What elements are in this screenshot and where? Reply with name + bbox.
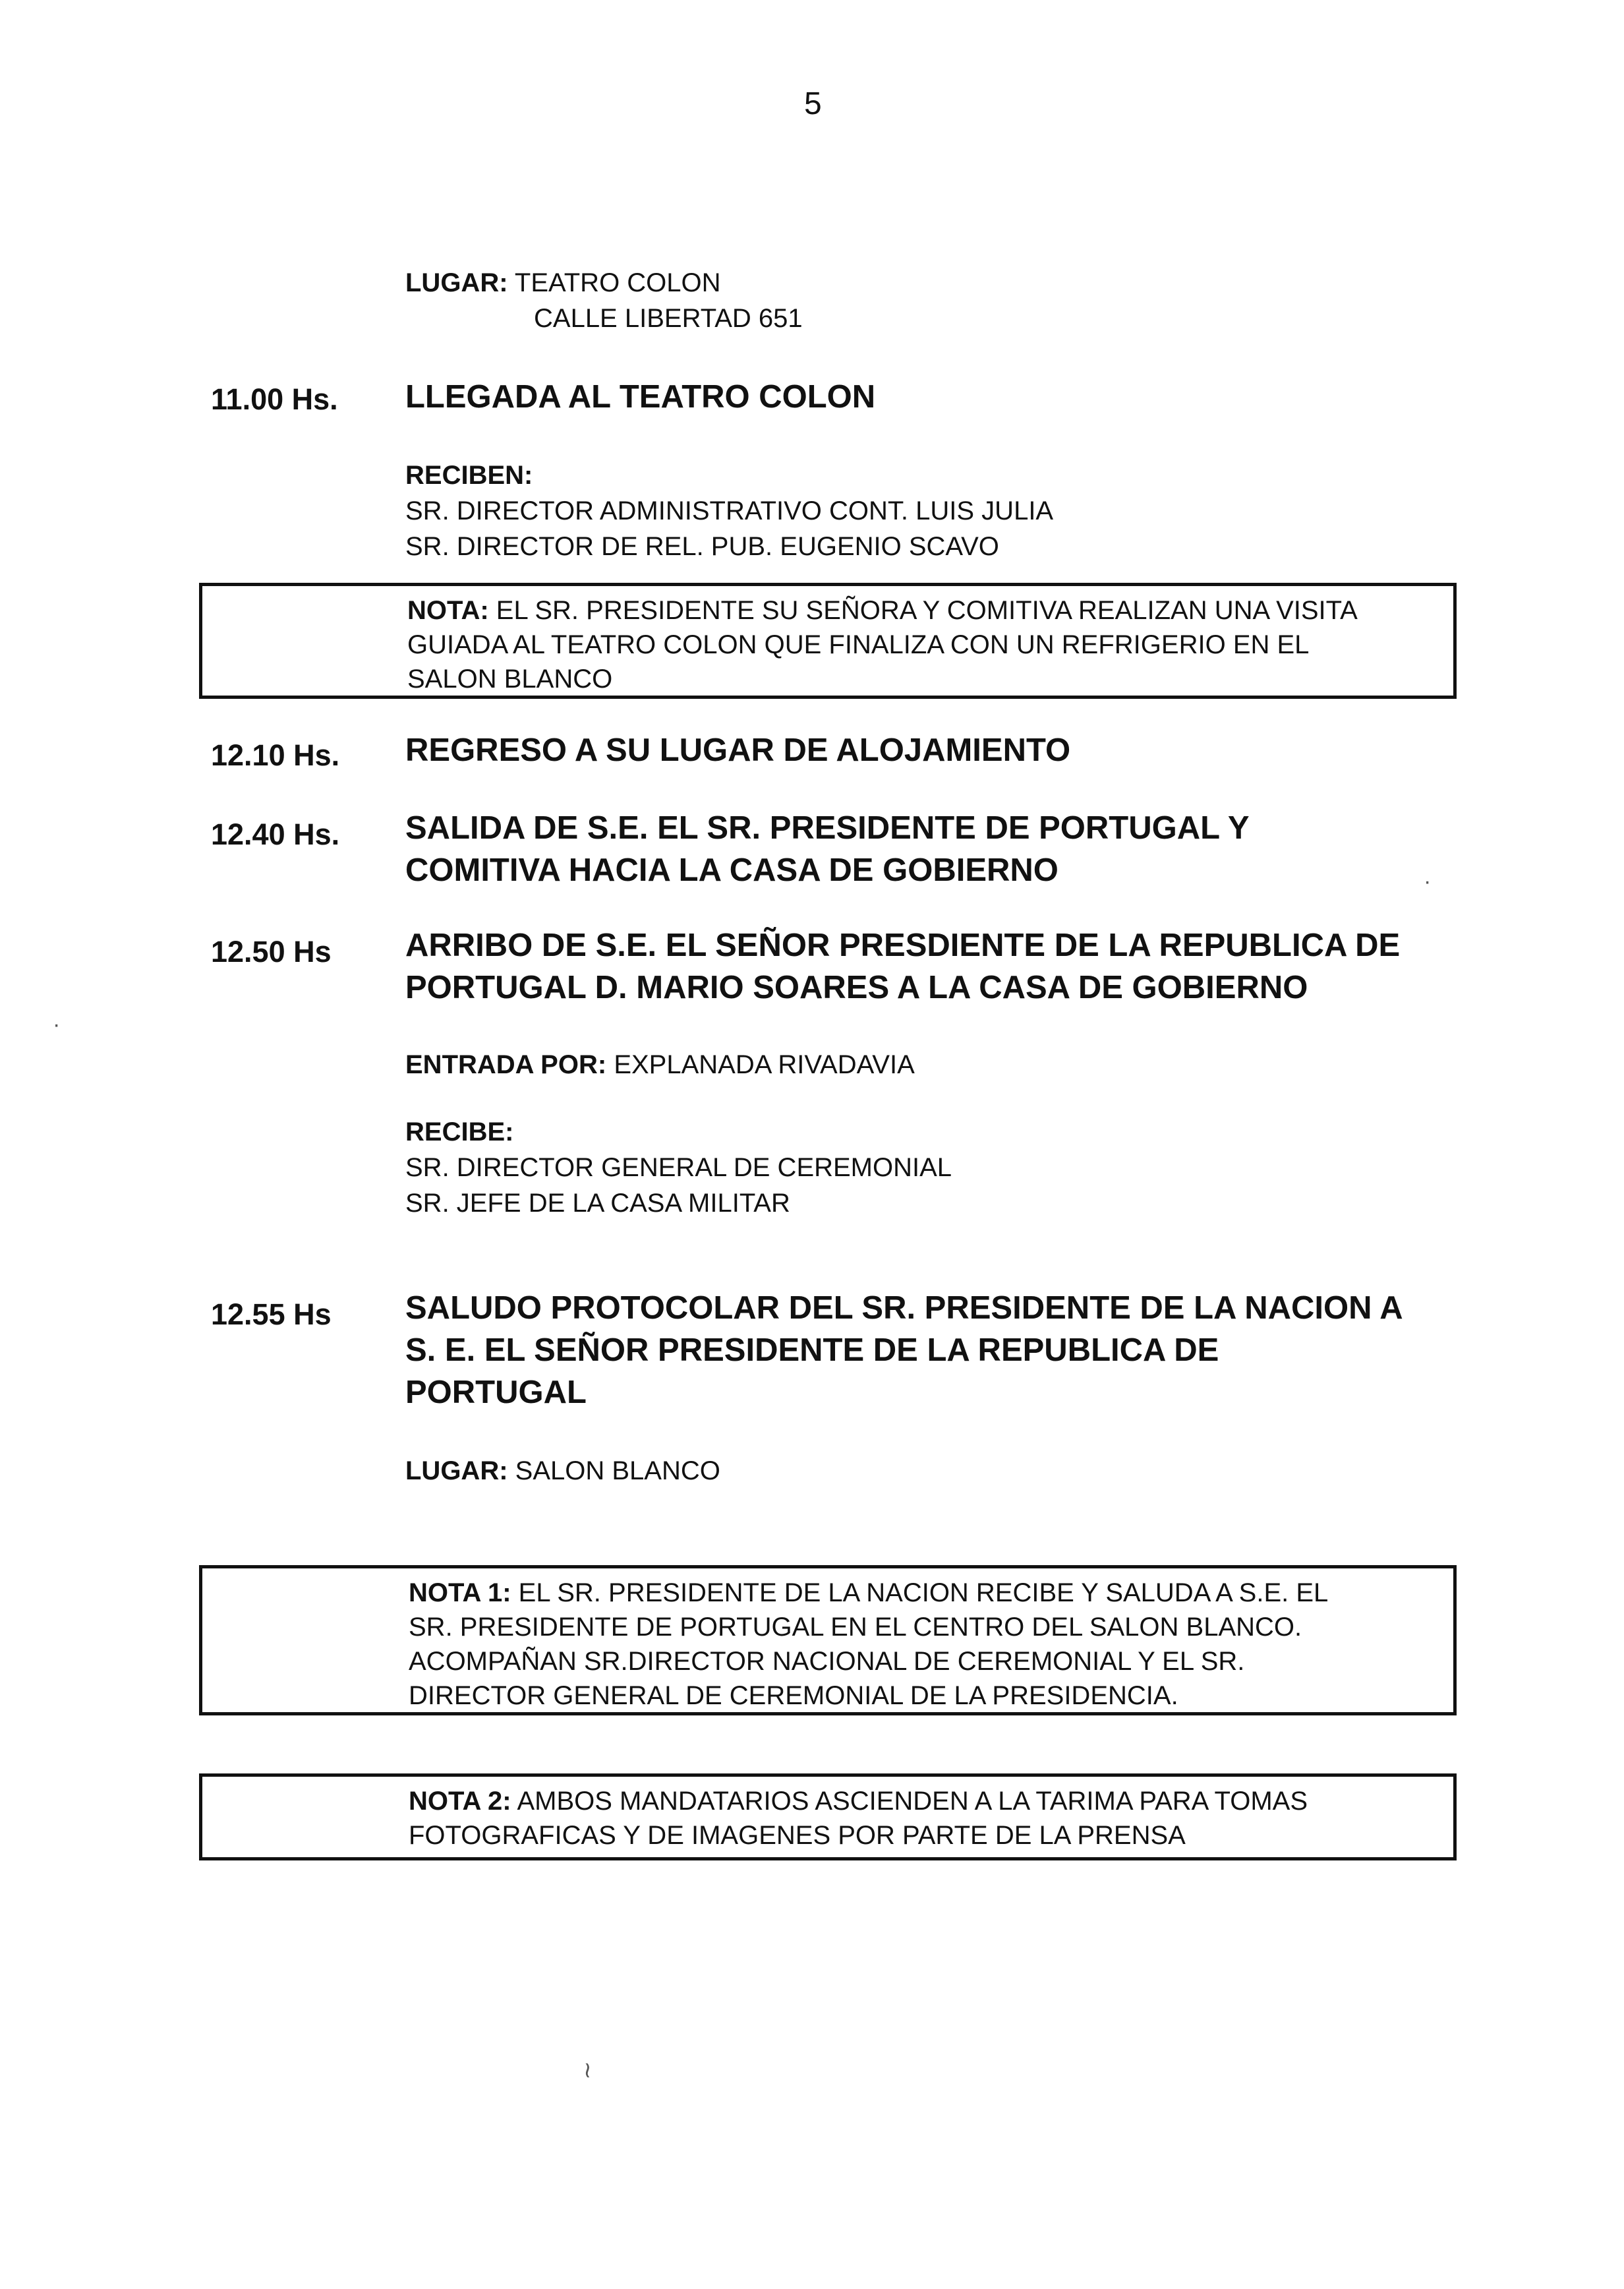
entrance-line xyxy=(405,1047,915,1083)
note-text-visita xyxy=(407,593,1358,696)
receivers-label: RECIBE: xyxy=(405,1117,514,1146)
event-title-line: S. E. EL SEÑOR PRESIDENTE DE LA REPUBLICA DE xyxy=(405,1332,1219,1368)
note-line: ACOMPAÑAN SR.DIRECTOR NACIONAL DE CEREMONIAL Y EL SR. xyxy=(409,1647,1245,1676)
note-line: AMBOS MANDATARIOS ASCIENDEN A LA TARIMA PARA TOMAS xyxy=(517,1787,1308,1816)
location-teatro-line1 xyxy=(405,265,721,301)
entrance-value: EXPLANADA RIVADAVIA xyxy=(614,1050,915,1079)
event-title-line: LLEGADA AL TEATRO COLON xyxy=(405,379,876,415)
entrance-label: ENTRADA POR: xyxy=(405,1050,607,1079)
note-text-1 xyxy=(409,1576,1328,1713)
receiver-item: SR. DIRECTOR DE REL. PUB. EUGENIO SCAVO xyxy=(405,532,999,561)
event-title-line: ARRIBO DE S.E. EL SEÑOR PRESDIENTE DE LA REPUBLICA DE xyxy=(405,928,1401,963)
scan-speck: ≀ xyxy=(583,2058,592,2083)
scan-speck: · xyxy=(1424,869,1432,894)
event-title-1255 xyxy=(405,1287,1403,1413)
time-1250: 12.50 Hs xyxy=(211,935,332,968)
note-label: NOTA 1: xyxy=(409,1578,511,1607)
receivers-label: RECIBEN: xyxy=(405,461,533,490)
note-line: SR. PRESIDENTE DE PORTUGAL EN EL CENTRO DEL SALON BLANCO. xyxy=(409,1613,1302,1642)
note-line: EL SR. PRESIDENTE SU SEÑORA Y COMITIVA REALIZAN UNA VISITA xyxy=(496,596,1358,625)
event-title-1240 xyxy=(405,807,1250,891)
time-1240: 12.40 Hs. xyxy=(211,818,340,851)
note-line: SALON BLANCO xyxy=(407,665,613,694)
receivers-block-1100 xyxy=(405,458,1053,564)
location-salon-value: SALON BLANCO xyxy=(515,1456,720,1485)
time-1210: 12.10 Hs. xyxy=(211,738,340,772)
receiver-item: SR. DIRECTOR ADMINISTRATIVO CONT. LUIS JULIA xyxy=(405,496,1054,525)
event-title-1250 xyxy=(405,924,1400,1009)
location-teatro-value: TEATRO COLON xyxy=(514,268,721,297)
event-title-1210 xyxy=(405,729,1070,771)
note-text-2 xyxy=(409,1784,1308,1853)
event-title-1100 xyxy=(405,376,875,418)
event-title-line: REGRESO A SU LUGAR DE ALOJAMIENTO xyxy=(405,732,1071,768)
receiver-item: SR. JEFE DE LA CASA MILITAR xyxy=(405,1189,790,1218)
location-teatro-label: LUGAR: xyxy=(405,268,508,297)
event-title-line: SALUDO PROTOCOLAR DEL SR. PRESIDENTE DE LA NACION A xyxy=(405,1290,1403,1326)
receiver-item: SR. DIRECTOR GENERAL DE CEREMONIAL xyxy=(405,1153,952,1182)
location-salon-label: LUGAR: xyxy=(405,1456,508,1485)
note-label: NOTA 2: xyxy=(409,1787,511,1816)
location-salon-line xyxy=(405,1453,720,1489)
scan-speck: · xyxy=(53,1012,61,1037)
time-1255: 12.55 Hs xyxy=(211,1297,332,1331)
receivers-block-1250 xyxy=(405,1114,952,1221)
event-title-line: PORTUGAL xyxy=(405,1375,587,1410)
location-teatro-line2: CALLE LIBERTAD 651 xyxy=(534,304,803,333)
time-1100: 11.00 Hs. xyxy=(211,382,338,416)
note-line: FOTOGRAFICAS Y DE IMAGENES POR PARTE DE LA PRENSA xyxy=(409,1821,1186,1850)
note-line: EL SR. PRESIDENTE DE LA NACION RECIBE Y SALUDA A S.E. EL xyxy=(518,1578,1329,1607)
event-title-line: COMITIVA HACIA LA CASA DE GOBIERNO xyxy=(405,852,1058,888)
note-line: DIRECTOR GENERAL DE CEREMONIAL DE LA PRESIDENCIA. xyxy=(409,1681,1178,1710)
page-number: 5 xyxy=(804,86,822,121)
event-title-line: SALIDA DE S.E. EL SR. PRESIDENTE DE PORTUGAL Y xyxy=(405,810,1250,846)
note-label: NOTA: xyxy=(407,596,489,625)
note-line: GUIADA AL TEATRO COLON QUE FINALIZA CON UN REFRIGERIO EN EL xyxy=(407,630,1310,659)
event-title-line: PORTUGAL D. MARIO SOARES A LA CASA DE GOBIERNO xyxy=(405,970,1308,1005)
